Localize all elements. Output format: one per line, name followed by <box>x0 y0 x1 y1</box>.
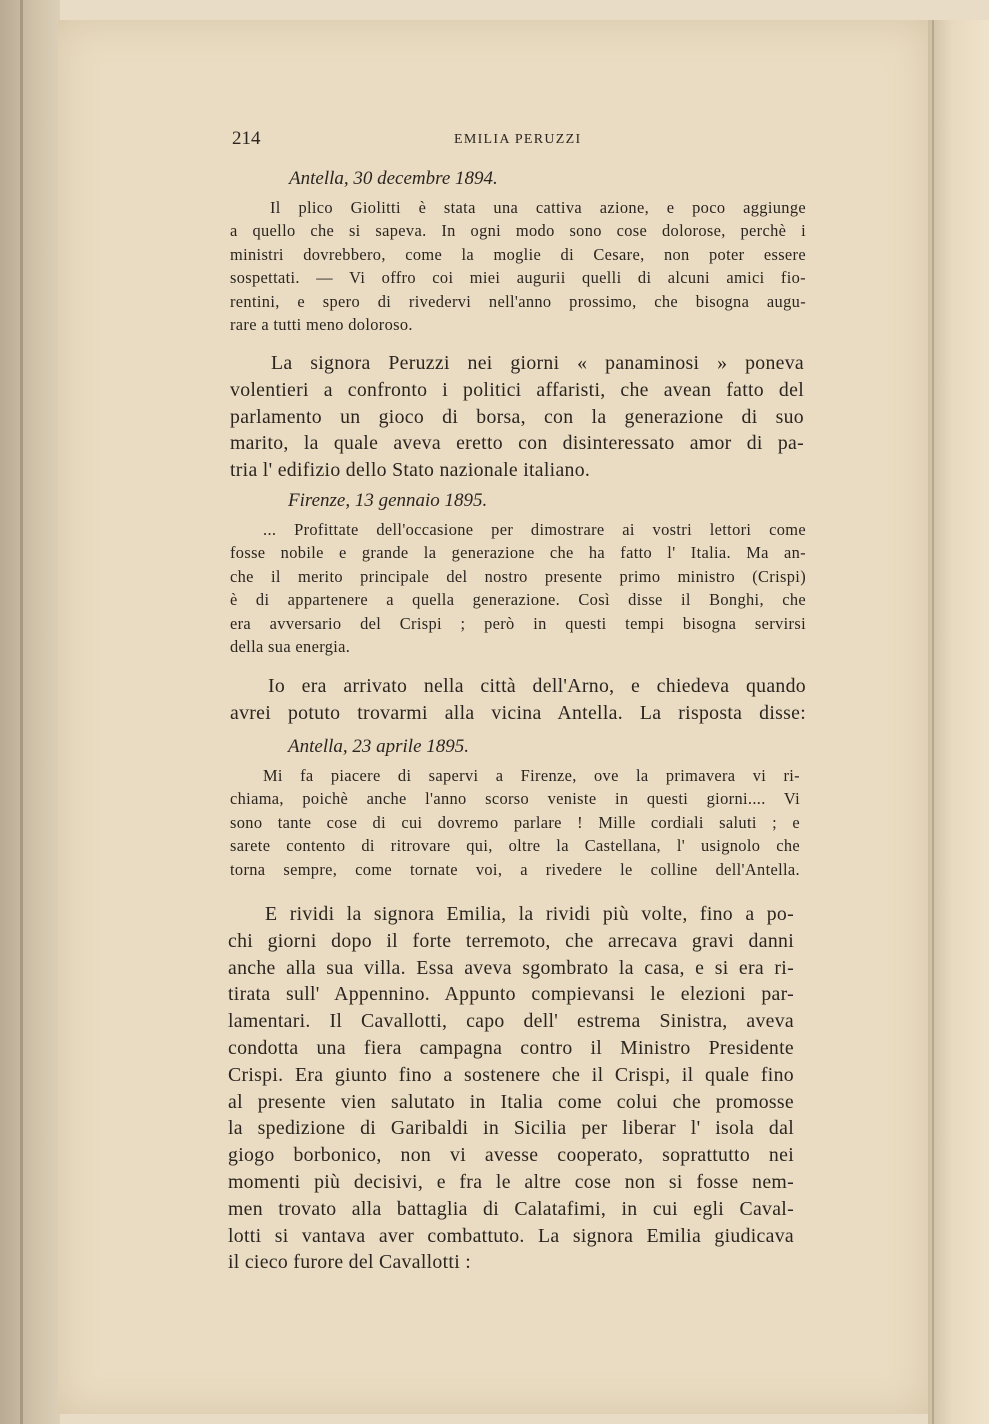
paragraph-1-line: marito, la quale aveva eretto con disinteressato amor di pa- <box>230 432 804 455</box>
paragraph-3-line: Crispi. Era giunto fino a sostenere che il Crispi, il quale fino <box>228 1063 794 1086</box>
letter-1-line: rentini, e spero di rivedervi nell'anno prossimo, che bisogna augu- <box>230 291 806 311</box>
paragraph-3-line: momenti più decisivi, e fra le altre cose non si fosse nem- <box>228 1170 794 1193</box>
paragraph-1-line: parlamento un gioco di borsa, con la generazione di suo <box>230 405 804 428</box>
letter-3-line: sono tante cose di cui dovremo parlare ! Mille cordiali saluti ; e <box>230 812 800 832</box>
letter-2-line: era avversario del Crispi ; però in questi tempi bisogna servirsi <box>230 613 806 633</box>
letter-1-line: rare a tutti meno doloroso. <box>230 314 413 334</box>
letter-1-line: ministri dovrebbero, come la moglie di Cesare, non poter essere <box>230 244 806 264</box>
letter-2-body <box>230 518 806 658</box>
paragraph-2 <box>230 673 806 727</box>
paragraph-3-line: men trovato alla battaglia di Calatafimi, in cui egli Caval- <box>228 1197 794 1220</box>
paragraph-1-line: volentieri a confronto i politici affaristi, che avean fatto del <box>230 378 804 401</box>
paragraph-3-line: il cieco furore del Cavallotti : <box>228 1251 472 1274</box>
paragraph-3-line: tirata sull' Appennino. Appunto compievansi le elezioni par- <box>228 983 794 1006</box>
letter-3-line: Mi fa piacere di sapervi a Firenze, ove la primavera vi ri- <box>263 766 800 785</box>
letter-1-dateline-wrap <box>289 168 498 190</box>
paragraph-3-line: E rividi la signora Emilia, la rividi più volte, fino a po- <box>265 903 794 925</box>
paragraph-1-line: La signora Peruzzi nei giorni « panaminosi » poneva <box>271 352 804 374</box>
spine-fold-line <box>20 0 23 1424</box>
letter-2-line: ... Profittate dell'occasione per dimostrare ai vostri lettori come <box>263 520 806 539</box>
letter-1-line: sospettati. — Vi offro coi miei augurii quelli di alcuni amici fio- <box>230 268 806 288</box>
letter-3-line: torna sempre, come tornate voi, a rivedere le colline dell'Antella. <box>230 859 800 879</box>
letter-3-dateline-wrap <box>288 736 469 758</box>
paragraph-3-line: chi giorni dopo il forte terremoto, che arrecava gravi danni <box>228 929 794 952</box>
paragraph-2-line: Io era arrivato nella città dell'Arno, e chiedeva quando <box>268 675 806 697</box>
paragraph-1-line: tria l' edifizio dello Stato nazionale italiano. <box>230 459 591 482</box>
page-number: 214 <box>232 128 261 149</box>
letter-1-dateline: Antella, 30 decembre 1894. <box>289 168 498 189</box>
paragraph-3 <box>228 901 794 1276</box>
running-title: EMILIA PERUZZI <box>454 132 582 147</box>
letter-3-line: chiama, poichè anche l'anno scorso veniste in questi giorni.... Vi <box>230 789 800 809</box>
letter-2-line: che il merito principale del nostro presente primo ministro (Crispi) <box>230 566 806 586</box>
page-gutter-line <box>932 20 934 1424</box>
letter-2-dateline-wrap <box>288 490 487 512</box>
letter-2-line: della sua energia. <box>230 636 351 656</box>
letter-1-line: a quello che si sapeva. In ogni modo sono cose dolorose, perchè i <box>230 221 806 241</box>
paragraph-3-line: al presente vien salutato in Italia come colui che promosse <box>228 1090 794 1113</box>
paragraph-3-line: lotti si vantava aver combattuto. La signora Emilia giudicava <box>228 1224 794 1247</box>
page-header <box>232 128 804 154</box>
letter-1-body <box>230 196 806 336</box>
next-page-edge <box>928 20 989 1424</box>
letter-1-line: Il plico Giolitti è stata una cattiva azione, e poco aggiunge <box>270 198 806 217</box>
paragraph-2-line: avrei potuto trovarmi alla vicina Antella. La risposta disse: <box>230 701 806 724</box>
letter-2-line: fosse nobile e grande la generazione che ha fatto l' Italia. Ma an- <box>230 543 806 563</box>
letter-3-body <box>230 764 800 881</box>
letter-2-dateline: Firenze, 13 gennaio 1895. <box>288 490 488 511</box>
letter-3-line: sarete contento di ritrovare qui, oltre la Castellana, l' usignolo che <box>230 836 800 856</box>
letter-2-line: è di appartenere a quella generazione. Così disse il Bonghi, che <box>230 590 806 610</box>
paragraph-3-line: lamentari. Il Cavallotti, capo dell' estrema Sinistra, aveva <box>228 1010 794 1033</box>
paragraph-3-line: la spedizione di Garibaldi in Sicilia per liberar l' isola dal <box>228 1117 794 1140</box>
letter-3-dateline: Antella, 23 aprile 1895. <box>288 736 470 757</box>
paragraph-3-line: giogo borbonico, non vi avesse cooperato, soprattutto nei <box>228 1144 794 1167</box>
paragraph-1 <box>230 350 804 484</box>
paragraph-3-line: condotta una fiera campagna contro il Ministro Presidente <box>228 1036 794 1059</box>
paragraph-3-line: anche alla sua villa. Essa aveva sgombrato la casa, e si era ri- <box>228 956 794 979</box>
book-spine <box>0 0 60 1424</box>
